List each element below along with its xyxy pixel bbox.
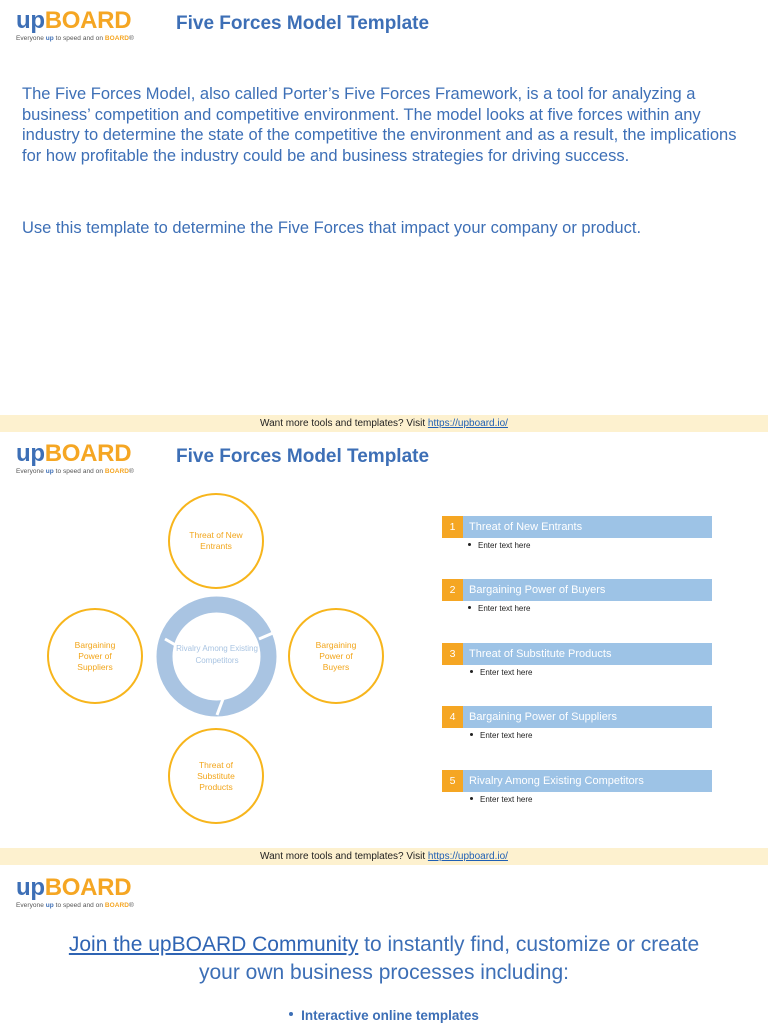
logo-up-text: up — [16, 7, 45, 34]
force-bullet-1[interactable]: Enter text here — [468, 541, 530, 551]
force-label: Rivalry Among Existing Competitors — [469, 775, 644, 787]
force-circle-substitutes: Threat of Substitute Products — [168, 728, 264, 824]
promo-banner — [0, 415, 768, 432]
banner-text: Want more tools and templates? Visit — [260, 418, 428, 429]
promo-banner — [0, 848, 768, 865]
force-row-3[interactable] — [442, 643, 712, 665]
banner-text: Want more tools and templates? Visit — [260, 851, 428, 862]
force-bullet-3[interactable]: Enter text here — [470, 668, 532, 678]
force-number: 4 — [442, 706, 463, 728]
force-row-2[interactable] — [442, 579, 712, 601]
force-bullet-5[interactable]: Enter text here — [470, 795, 532, 805]
upboard-logo[interactable] — [16, 441, 134, 476]
force-label: Threat of New Entrants — [469, 521, 583, 533]
logo-board-text: BOARD — [44, 7, 132, 34]
instruction-paragraph: Use this template to determine the Five Forces that impact your company or product. — [22, 219, 642, 237]
logo-tagline: Everyone up to speed and on BOARD® — [16, 468, 134, 475]
force-row-1[interactable] — [442, 516, 712, 538]
force-label: Bargaining Power of Buyers — [469, 584, 606, 596]
force-row-5[interactable] — [442, 770, 712, 792]
logo-up-text: up — [16, 440, 45, 467]
banner-link[interactable]: https://upboard.io/ — [427, 851, 508, 862]
force-number: 2 — [442, 579, 463, 601]
force-number: 1 — [442, 516, 463, 538]
force-number: 3 — [442, 643, 463, 665]
page-title: Five Forces Model Template — [176, 446, 430, 467]
force-circle-new-entrants: Threat of New Entrants — [168, 493, 264, 589]
force-bullet-2[interactable]: Enter text here — [468, 604, 530, 614]
logo-tagline: Everyone up to speed and on BOARD® — [16, 35, 134, 42]
force-number: 5 — [442, 770, 463, 792]
logo-up-text: up — [16, 874, 45, 901]
force-label: Threat of Substitute Products — [469, 648, 612, 660]
upboard-logo[interactable] — [16, 8, 134, 43]
feature-list-item: Interactive online templates — [0, 1008, 768, 1023]
rivalry-center-label: Rivalry Among Existing Competitors — [176, 644, 258, 665]
banner-link[interactable]: https://upboard.io/ — [427, 418, 508, 429]
upboard-logo[interactable] — [16, 875, 134, 910]
page-title: Five Forces Model Template — [176, 13, 430, 34]
intro-paragraph: The Five Forces Model, also called Porter’s Five Forces Framework, is a tool for analyzing a business’ competition and competitive environment. The model looks at five forces within any industry to determine the state of the competitive the environment and as a result, the implications for how profitable the industry could be and business strategies for driving success. — [22, 85, 737, 165]
force-circle-suppliers: Bargaining Power of Suppliers — [47, 608, 143, 704]
logo-board-text: BOARD — [44, 874, 132, 901]
logo-tagline: Everyone up to speed and on BOARD® — [16, 902, 134, 909]
join-community-text: Join the upBOARD Community to instantly find, customize or create your own business processes including: — [68, 933, 700, 984]
slide-intro — [0, 0, 768, 415]
join-community-link[interactable]: Join the upBOARD Community — [68, 933, 359, 956]
force-row-4[interactable] — [442, 706, 712, 728]
force-label: Bargaining Power of Suppliers — [469, 711, 617, 723]
force-bullet-4[interactable]: Enter text here — [470, 731, 532, 741]
logo-board-text: BOARD — [44, 440, 132, 467]
force-circle-buyers: Bargaining Power of Buyers — [288, 608, 384, 704]
